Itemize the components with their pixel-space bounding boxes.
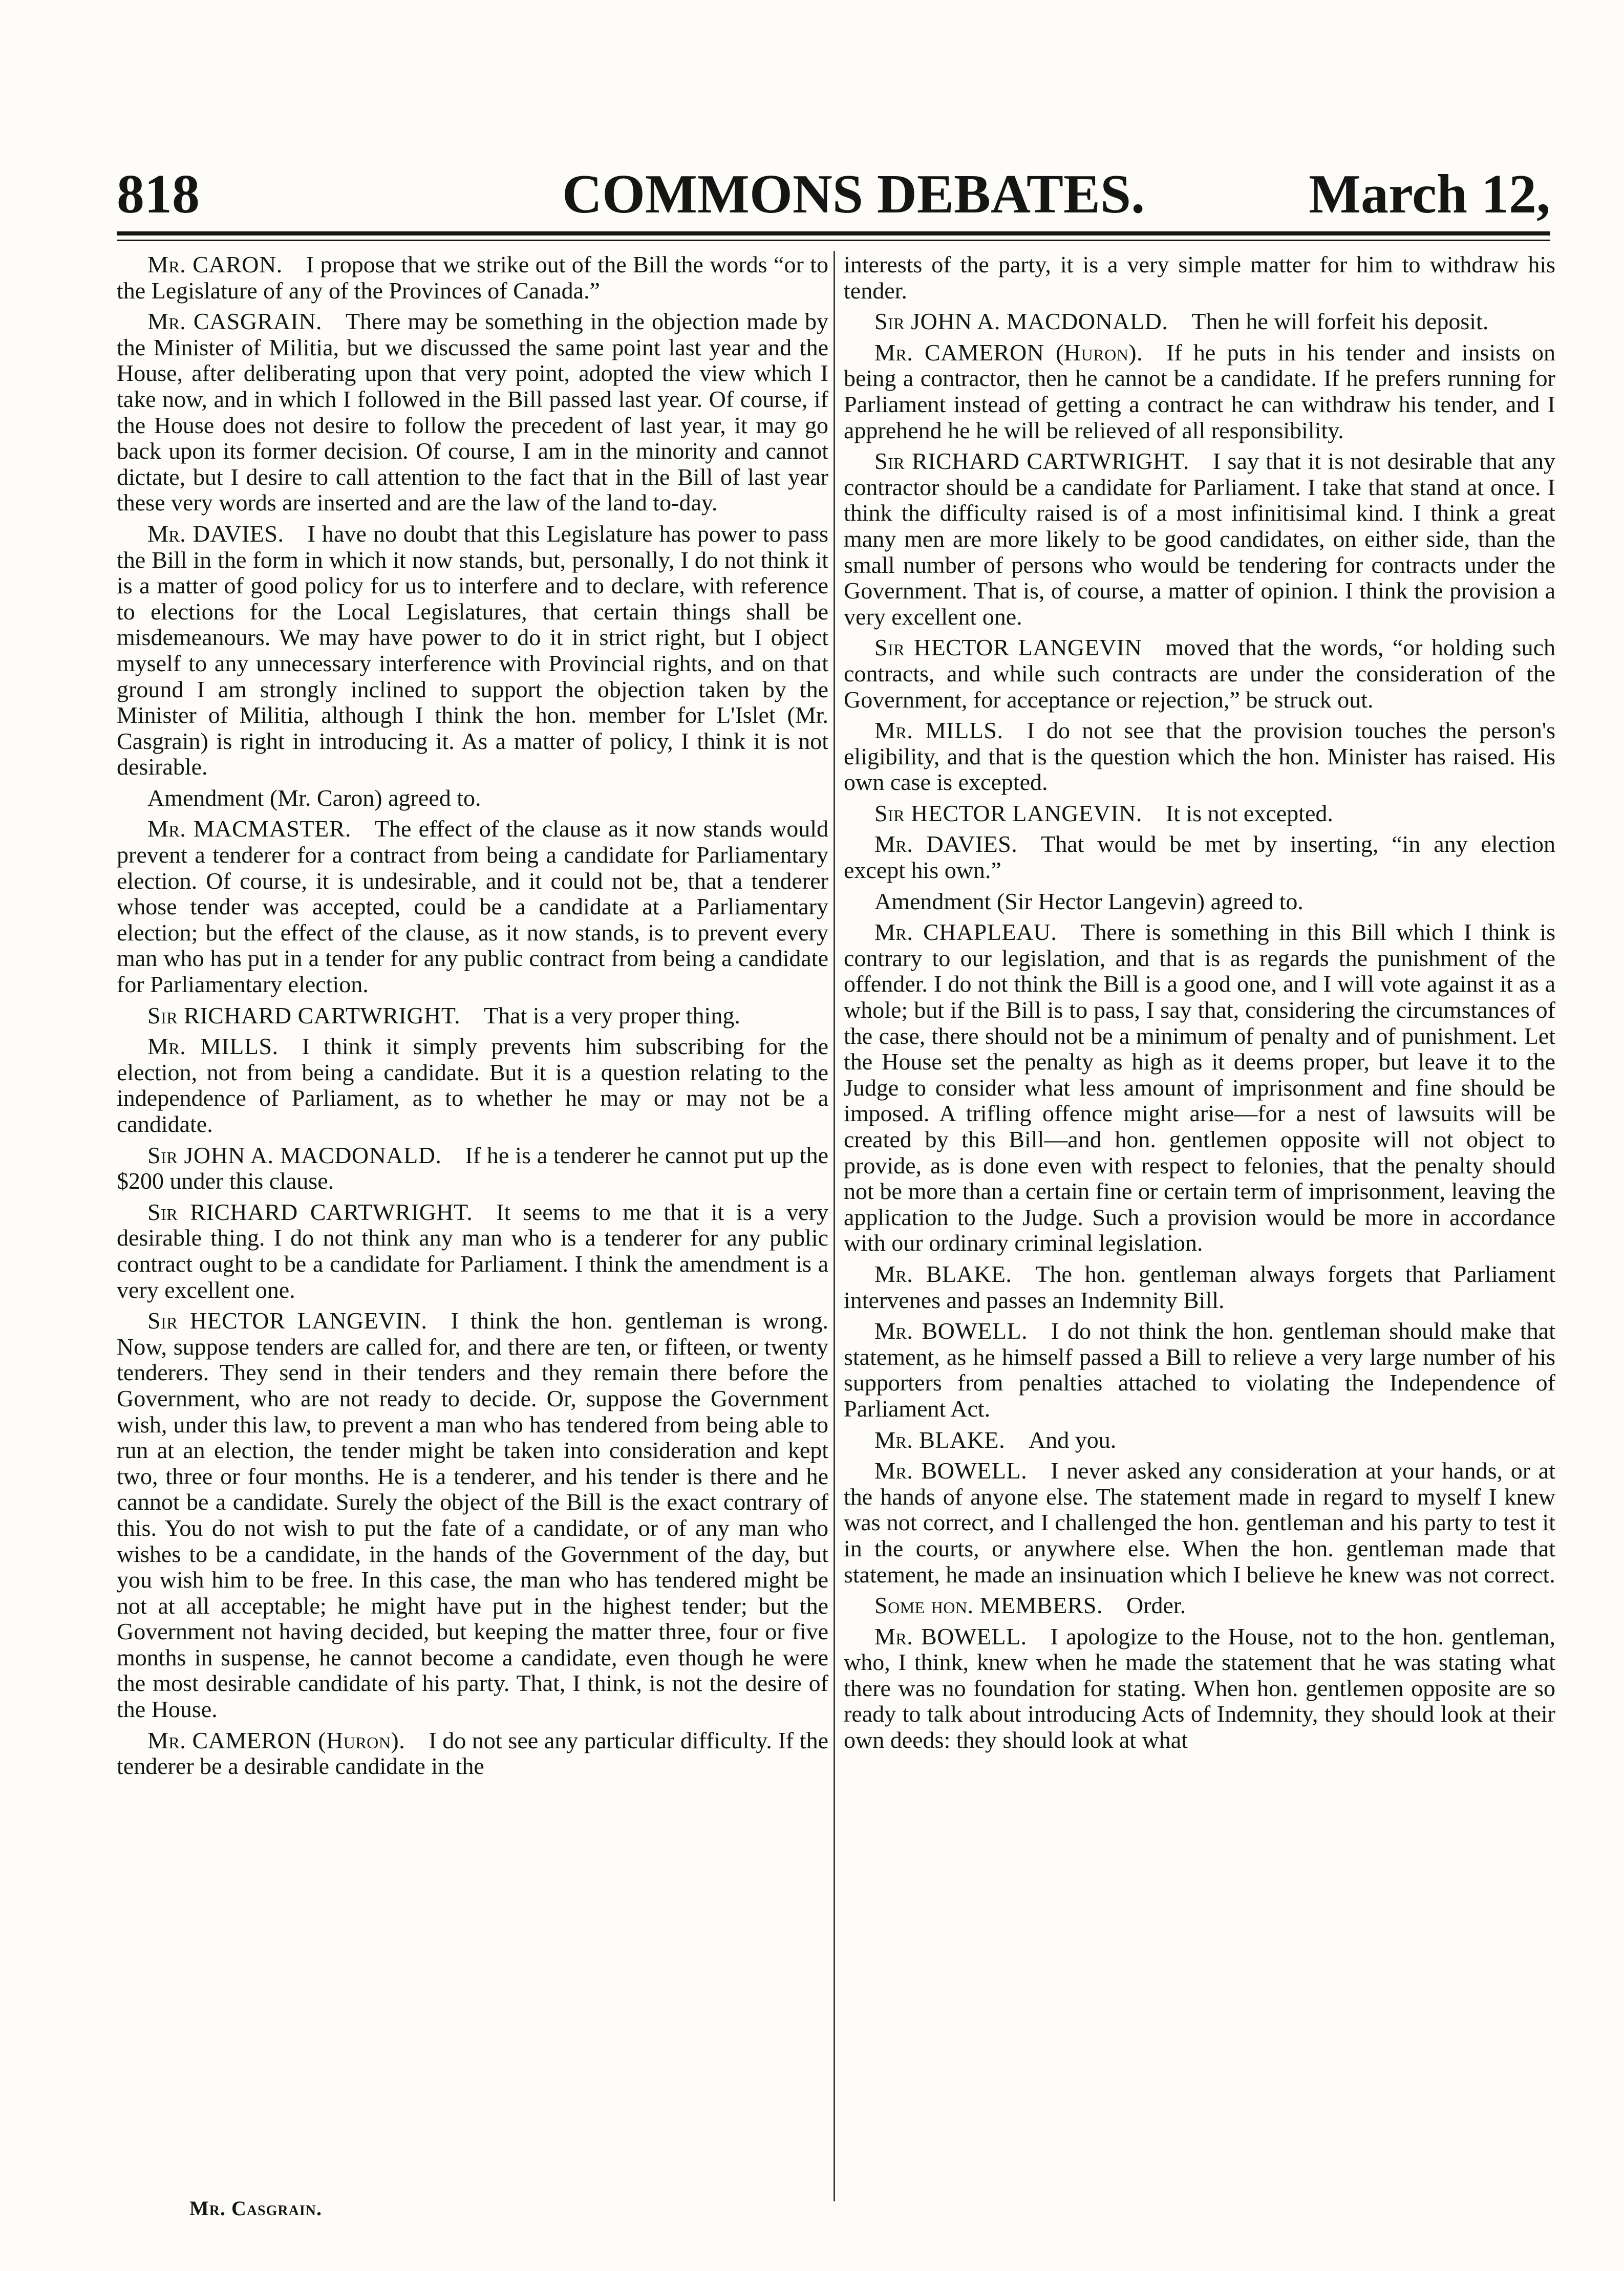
column-divider [834, 251, 835, 2201]
speech-paragraph [844, 340, 1555, 443]
speaker-name: Mr. BOWELL. [874, 1623, 1027, 1649]
right-column [844, 252, 1555, 1759]
speech-paragraph [117, 1199, 828, 1303]
speech-text: That would be met by inserting, “in any election except his own.” [844, 831, 1556, 884]
speech-text: I do not see any particular difficulty. If the tenderer be a desirable candidate in the [117, 1727, 828, 1780]
speech-paragraph [117, 309, 828, 516]
catchword: Mr. Casgrain. [189, 2197, 322, 2220]
speech-text: I have no doubt that this Legislature has power to pass the Bill in the form in which it now stands, but, personally, I do not think it is a matter of good policy for us to interfere and to declare, with reference to elections for the Local Legislatures, that certain things shall be misdemeanours. We may have power to do it in strict right, but I object myself to any unnecessary interference with Provincial rights, and on that ground I am strongly inclined to support the objection taken by the Minister of Militia, although I think the hon. member for L'Islet (Mr. Casgrain) is right in introducing it. As a matter of policy, I think it is not desirable. [117, 520, 828, 780]
speaker-name: Sir RICHARD CARTWRIGHT. [147, 1198, 473, 1225]
speaker-name: Mr. MILLS. [147, 1033, 279, 1060]
speaker-name: Mr. BOWELL. [874, 1318, 1028, 1344]
speech-paragraph [844, 718, 1555, 796]
speaker-name: Sir JOHN A. MACDONALD. [147, 1142, 442, 1168]
speech-paragraph [117, 816, 828, 997]
speaker-name: Sir HECTOR LANGEVIN [874, 634, 1142, 661]
speaker-name: Mr. BLAKE. [874, 1260, 1012, 1287]
speech-paragraph [117, 252, 828, 304]
speech-paragraph [117, 1034, 828, 1137]
speech-paragraph [844, 801, 1555, 827]
speech-paragraph [117, 521, 828, 780]
speech-text: I say that it is not desirable that any contractor should be a candidate for Parliament. I take that stand at once. I think the difficulty raised is of a most infinitisimal kind. I think a great many men are more likely to be good candidates, on either side, than the small number of persons who would be tendering for contracts under the Government. That is, of course, a matter of opinion. I think the provision a very excellent one. [844, 448, 1555, 630]
speaker-name: Mr. BOWELL. [874, 1458, 1028, 1484]
speaker-name: Mr. CARON. [147, 251, 283, 277]
speech-text: The effect of the clause as it now stands would prevent a tenderer for a contract from being a candidate for Parliamentary election. Of course, it is undesirable, and it could not be, that a tenderer whose tender was accepted, could be a candidate at a Parliamentary election; but the effect of the clause, as it now stands, is to prevent every man who has put in a tender for any public contract from being a candidate for Parliamentary election. [117, 816, 828, 998]
page-date: March 12, [1309, 164, 1550, 225]
speech-paragraph [844, 252, 1555, 304]
header-rule-thin [117, 240, 1550, 241]
speech-text: I propose that we strike out of the Bill the words “or to the Legislature of any of the Provinces of Canada.” [117, 251, 828, 304]
speech-paragraph [844, 919, 1555, 1256]
speech-text: And you. [1029, 1426, 1117, 1453]
speaker-name: Mr. DAVIES. [874, 831, 1018, 858]
speech-paragraph [844, 889, 1555, 915]
speaker-name: Sir RICHARD CARTWRIGHT. [874, 448, 1189, 475]
speech-paragraph [117, 1003, 828, 1029]
speech-text: I think the hon. gentleman is wrong. Now, suppose tenders are called for, and there are ten, or fifteen, or twenty tenderers. They send in their tenders and they remain there before the Government, who are not ready to decide. Or, suppose the Government wish, under this law, to prevent a man who has tendered from being able to run at an election, the tender might be taken into consideration and kept two, three or four months. He is a tenderer, and his tender is there and he cannot be a candidate. Surely the object of the Bill is the exact contrary of this. You do not wish to put the fate of a candidate, or of any man who wishes to be a candidate, in the hands of the Government of the day, but you wish him to be free. In this case, the man who has tendered might be not at all acceptable; he might have put in the highest tender; but the Government not having decided, but keeping the matter three, four or five months in suspense, he cannot become a candidate, even though he were the most desirable candidate of his party. That, I think, is not the desire of the House. [117, 1308, 829, 1723]
speech-text: Amendment (Sir Hector Langevin) agreed to. [874, 888, 1304, 914]
speech-text: Order. [1126, 1592, 1186, 1619]
speech-paragraph [844, 635, 1555, 713]
speaker-name: Mr. BLAKE. [874, 1426, 1006, 1453]
speech-paragraph [844, 1458, 1555, 1588]
speech-text: It seems to me that it is a very desirable thing. I do not think any man who is a tenderer for any public contract ought to be a candidate for Parliament. I think the amendment is a very excellent one. [117, 1198, 828, 1303]
speech-paragraph [844, 1593, 1555, 1619]
speaker-name: Mr. MACMASTER. [147, 816, 351, 842]
speech-text: interests of the party, it is a very simple matter for him to withdraw his tender. [844, 251, 1555, 304]
speech-text: I do not see that the provision touches the person's eligibility, and that is the question which the hon. Minister has raised. His own case is excepted. [844, 717, 1556, 796]
speaker-name: Some hon. MEMBERS. [874, 1592, 1103, 1619]
speech-text: I never asked any consideration at your hands, or at the hands of anyone else. The statement made in regard to myself I knew was not correct, and I challenged the hon. gentleman and his party to test it in the courts, or anywhere else. When the hon. gentleman made that statement, he made an insinuation which I believe he knew was not correct. [844, 1458, 1555, 1588]
speaker-name: Sir RICHARD CARTWRIGHT. [147, 1002, 461, 1029]
speech-text: That is a very proper thing. [484, 1002, 740, 1029]
speaker-name: Sir JOHN A. MACDONALD. [874, 308, 1168, 335]
page-header [117, 163, 1550, 229]
speech-text: I do not think the hon. gentleman should make that statement, as he himself passed a Bill to relieve a very large number of his supporters from penalties attached to violating the Independence of Parliament Act. [844, 1318, 1555, 1422]
speaker-name: Mr. CHAPLEAU. [874, 919, 1057, 946]
speech-paragraph [844, 1427, 1555, 1453]
speech-text: There may be something in the objection made by the Minister of Militia, but we discussed the same point last year and the House, after deliberating upon that very point, adopted the view which I take now, and in which I followed in the Bill passed last year. Of course, if the House does not desire to follow the precedent of last year, it may go back upon its former decision. Of course, I am in the minority and cannot dictate, but I desire to call attention to the fact that in the Bill of last year these very words are inserted and are the law of the land to-day. [117, 308, 828, 516]
speaker-name: Sir HECTOR LANGEVIN. [147, 1308, 428, 1334]
speech-text: It is not excepted. [1165, 800, 1333, 826]
speech-text: moved that the words, “or holding such contracts, and while such contracts are under the consideration of the Government, for acceptance or rejection,” be struck out. [844, 634, 1555, 713]
speaker-name: Mr. MILLS. [874, 717, 1003, 744]
speaker-name: Mr. CAMERON (Huron). [147, 1727, 405, 1753]
speech-paragraph [117, 1143, 828, 1194]
speech-paragraph [117, 1308, 828, 1723]
page-number: 818 [117, 164, 200, 225]
speech-text: There is something in this Bill which I think is contrary to our legislation, and that is as regards the punishment of the offender. I do not think the Bill is a good one, and I will vote against it as a whole; but if the Bill is to pass, I say that, considering the circumstances of the case, there should not be a minimum of penalty and of punishment. Let the House set the penalty as high as it deems proper, but leave it to the Judge to consider what less amount of imprisonment and fine should be imposed. A trifling offence might arise—for a nest of lawsuits will be created by this Bill—and hon. gentlemen opposite will not object to provide, as is done even with respect to felonies, that the penalty should not be more than a certain fine or certain term of imprisonment, leaving the application to the Judge. Such a provision would be more in accordance with our ordinary criminal legislation. [844, 919, 1555, 1256]
speaker-name: Mr. DAVIES. [147, 520, 284, 547]
left-column [117, 252, 828, 1785]
speech-text: Then he will forfeit his deposit. [1191, 308, 1489, 335]
speaker-name: Mr. CASGRAIN. [147, 308, 322, 335]
speech-text: I apologize to the House, not to the hon. gentleman, who, I think, knew when he made the statement that he was stating what there was no foundation for stating. When hon. gentlemen opposite are so ready to talk about introducing Acts of Indemnity, they should look at their own deeds: they should look at what [844, 1623, 1555, 1753]
speech-paragraph [844, 831, 1555, 883]
speech-paragraph [844, 1261, 1555, 1313]
publication-title: COMMONS DEBATES. [562, 164, 1145, 225]
speech-text: I think it simply prevents him subscribing for the election, not from being a candidate. But it is a question relating to the independence of Parliament, as to whether he may or may not be a candidate. [117, 1033, 829, 1137]
speech-text: If he is a tenderer he cannot put up the $200 under this clause. [117, 1142, 828, 1194]
speech-text: Amendment (Mr. Caron) agreed to. [147, 784, 481, 811]
speaker-name: Sir HECTOR LANGEVIN. [874, 800, 1142, 826]
speech-paragraph [117, 1728, 828, 1780]
speech-paragraph [844, 1624, 1555, 1753]
speech-paragraph [844, 309, 1555, 335]
speech-paragraph [844, 448, 1555, 630]
speaker-name: Mr. CAMERON (Huron). [874, 339, 1143, 366]
speech-text: The hon. gentleman always forgets that Parliament intervenes and passes an Indemnity Bill. [844, 1260, 1555, 1313]
speech-paragraph [117, 785, 828, 811]
header-rule-thick [117, 231, 1550, 235]
speech-text: If he puts in his tender and insists on being a contractor, then he cannot be a candidate. If he prefers running for Parliament instead of getting a contract he can withdraw his tender, and I apprehend he he will be relieved of all responsibility. [844, 339, 1556, 443]
speech-paragraph [844, 1318, 1555, 1422]
